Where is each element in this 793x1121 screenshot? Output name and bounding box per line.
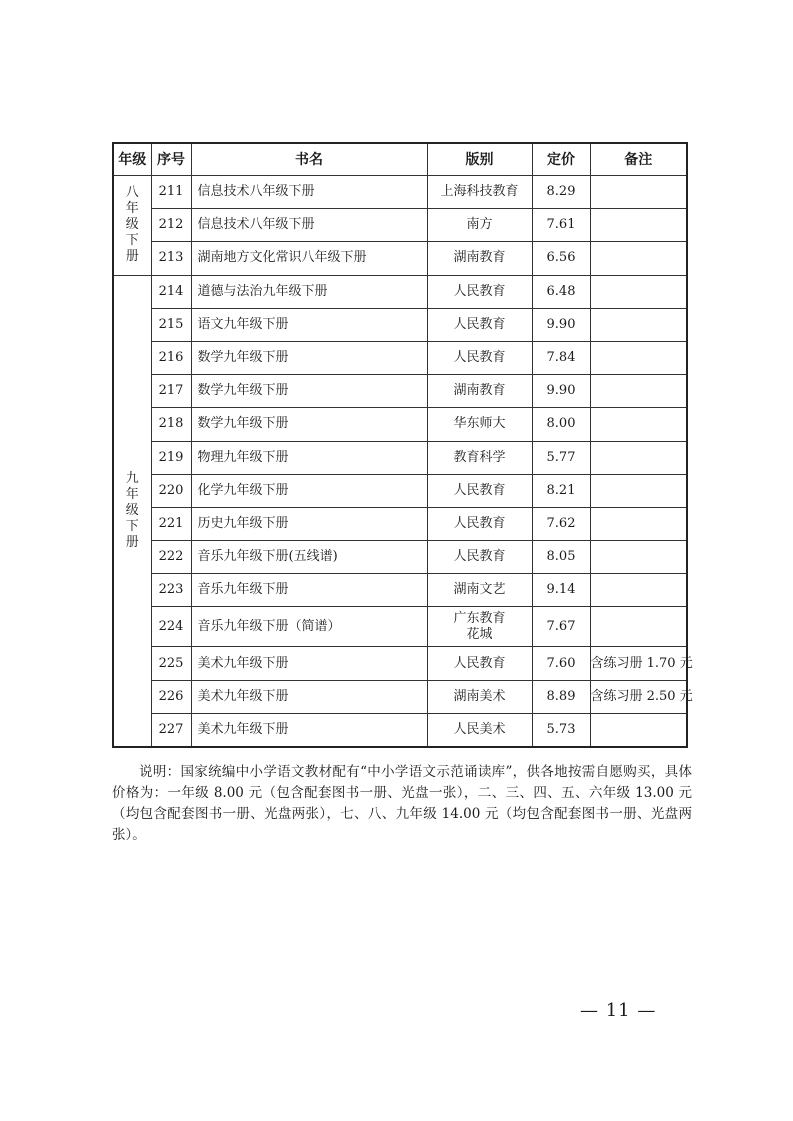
remark — [590, 308, 687, 341]
publisher-line: 湖南教育 — [453, 383, 506, 399]
publisher-line: 人民教育 — [453, 515, 506, 531]
publisher-line: 花城 — [466, 626, 493, 642]
row-number: 219 — [151, 441, 191, 474]
table-row — [113, 209, 687, 242]
publisher — [427, 607, 532, 647]
price: 8.05 — [532, 541, 590, 574]
remark — [590, 713, 687, 746]
row-number: 213 — [151, 242, 191, 275]
publisher-line: 华东师大 — [453, 416, 506, 432]
publisher — [427, 408, 532, 441]
remark: 含练习册 1.70 元 — [590, 647, 687, 680]
publisher-line: 广东教育 — [453, 610, 506, 626]
row-number: 226 — [151, 680, 191, 713]
row-number: 222 — [151, 541, 191, 574]
row-number: 221 — [151, 507, 191, 540]
publisher — [427, 209, 532, 242]
table-row — [113, 574, 687, 607]
remark — [590, 375, 687, 408]
row-number: 223 — [151, 574, 191, 607]
publisher-line: 人民教育 — [453, 482, 506, 498]
table-row — [113, 176, 687, 209]
publisher-line: 人民教育 — [453, 655, 506, 671]
table-row — [113, 647, 687, 680]
remark — [590, 408, 687, 441]
price: 5.77 — [532, 441, 590, 474]
table-row — [113, 242, 687, 275]
book-name: 道德与法治九年级下册 — [191, 275, 427, 308]
publisher-line: 人民教育 — [453, 316, 506, 332]
publisher-line: 人民教育 — [453, 549, 506, 565]
table-row — [113, 680, 687, 713]
price: 8.29 — [532, 176, 590, 209]
header-price: 定价 — [532, 143, 590, 176]
publisher-line: 湖南教育 — [453, 250, 506, 266]
price: 8.89 — [532, 680, 590, 713]
grade-label-char: 九 — [125, 470, 139, 486]
publisher — [427, 375, 532, 408]
textbook-price-table — [112, 142, 693, 748]
remark — [590, 242, 687, 275]
publisher — [427, 341, 532, 374]
publisher — [427, 441, 532, 474]
book-name: 信息技术八年级下册 — [191, 176, 427, 209]
publisher — [427, 308, 532, 341]
price: 7.61 — [532, 209, 590, 242]
book-name: 化学九年级下册 — [191, 474, 427, 507]
publisher — [427, 647, 532, 680]
grade-label-char: 八 — [125, 185, 139, 201]
publisher — [427, 713, 532, 746]
row-number: 224 — [151, 607, 191, 647]
row-number: 215 — [151, 308, 191, 341]
grade-label-char: 下 — [125, 518, 139, 534]
remark — [590, 474, 687, 507]
table-row — [113, 507, 687, 540]
header-grade: 年级 — [113, 143, 151, 176]
grade-label-char: 册 — [125, 534, 139, 550]
header-publisher: 版别 — [427, 143, 532, 176]
table-row — [113, 308, 687, 341]
page-number: — 11 — — [580, 1000, 657, 1021]
row-number: 211 — [151, 176, 191, 209]
publisher-line: 人民教育 — [453, 283, 506, 299]
row-number: 217 — [151, 375, 191, 408]
book-name: 音乐九年级下册(五线谱) — [191, 541, 427, 574]
publisher — [427, 176, 532, 209]
remark — [590, 507, 687, 540]
grade-cell — [113, 275, 151, 746]
price: 6.48 — [532, 275, 590, 308]
remark — [590, 275, 687, 308]
book-name: 历史九年级下册 — [191, 507, 427, 540]
publisher-line: 教育科学 — [453, 449, 506, 465]
book-name: 语文九年级下册 — [191, 308, 427, 341]
grade-label-char: 下 — [125, 233, 139, 249]
publisher — [427, 474, 532, 507]
publisher-line: 人民美术 — [453, 721, 506, 737]
grade-cell — [113, 176, 151, 276]
book-name: 数学九年级下册 — [191, 408, 427, 441]
price: 8.21 — [532, 474, 590, 507]
book-name: 信息技术八年级下册 — [191, 209, 427, 242]
grade-label-char: 年 — [125, 201, 139, 217]
row-number: 220 — [151, 474, 191, 507]
remark — [590, 441, 687, 474]
publisher-line: 人民教育 — [453, 350, 506, 366]
header-note: 备注 — [590, 143, 687, 176]
publisher — [427, 680, 532, 713]
table-body — [113, 176, 693, 747]
publisher-line: 南方 — [466, 217, 493, 233]
price: 5.73 — [532, 713, 590, 746]
grade-label-char: 册 — [125, 249, 139, 265]
price: 6.56 — [532, 242, 590, 275]
price: 9.90 — [532, 375, 590, 408]
row-number: 216 — [151, 341, 191, 374]
table-row — [113, 441, 687, 474]
table-row — [113, 341, 687, 374]
header-book-name: 书名 — [191, 143, 427, 176]
book-name: 美术九年级下册 — [191, 713, 427, 746]
table-header-row — [113, 143, 687, 176]
row-number: 218 — [151, 408, 191, 441]
book-name: 物理九年级下册 — [191, 441, 427, 474]
row-number: 225 — [151, 647, 191, 680]
row-number: 214 — [151, 275, 191, 308]
remark — [590, 341, 687, 374]
table-row — [113, 713, 687, 746]
publisher-line: 湖南美术 — [453, 688, 506, 704]
row-number: 227 — [151, 713, 191, 746]
remark — [590, 176, 687, 209]
row-number: 212 — [151, 209, 191, 242]
table-row — [113, 541, 687, 574]
grade-label-char: 级 — [125, 502, 139, 518]
publisher-line: 湖南文艺 — [453, 582, 506, 598]
table-row — [113, 607, 687, 647]
book-name: 数学九年级下册 — [191, 375, 427, 408]
publisher — [427, 275, 532, 308]
price: 7.84 — [532, 341, 590, 374]
remark — [590, 209, 687, 242]
book-name: 音乐九年级下册 — [191, 574, 427, 607]
table-row — [113, 375, 687, 408]
publisher — [427, 541, 532, 574]
price: 9.90 — [532, 308, 590, 341]
remark: 含练习册 2.50 元 — [590, 680, 687, 713]
price: 8.00 — [532, 408, 590, 441]
publisher — [427, 574, 532, 607]
table-row — [113, 474, 687, 507]
table-row — [113, 408, 687, 441]
table-row — [113, 275, 687, 308]
header-number: 序号 — [151, 143, 191, 176]
publisher — [427, 242, 532, 275]
grade-label-char: 级 — [125, 217, 139, 233]
remark — [590, 541, 687, 574]
book-name: 音乐九年级下册（简谱） — [191, 607, 427, 647]
book-name: 湖南地方文化常识八年级下册 — [191, 242, 427, 275]
price: 7.62 — [532, 507, 590, 540]
price: 9.14 — [532, 574, 590, 607]
book-name: 美术九年级下册 — [191, 647, 427, 680]
book-name: 美术九年级下册 — [191, 680, 427, 713]
explanatory-note: 说明：国家统编中小学语文教材配有“中小学语文示范诵读库”，供各地按需自愿购买，具体价格为：一年级 8.00 元（包含配套图书一册、光盘一张），二、三、四、五、六年级 13.00 元（均包含配套图书一册、光盘两张），七、八、九年级 14.00 元（均包含配套图书一册、光盘两张）。 — [112, 764, 692, 843]
price: 7.67 — [532, 607, 590, 647]
publisher-line: 上海科技教育 — [440, 184, 519, 200]
price: 7.60 — [532, 647, 590, 680]
publisher — [427, 507, 532, 540]
book-name: 数学九年级下册 — [191, 341, 427, 374]
remark — [590, 574, 687, 607]
remark — [590, 607, 687, 647]
grade-label-char: 年 — [125, 486, 139, 502]
